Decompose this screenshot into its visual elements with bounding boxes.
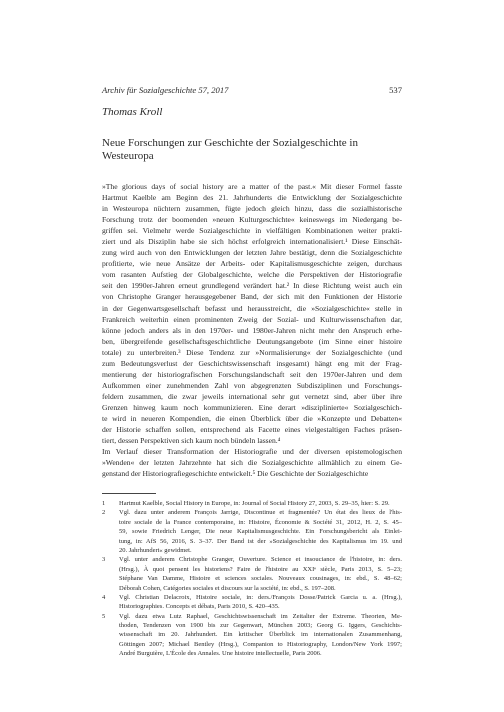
footnote-line: Göttingen 2007; Michael Bentley (Hrsg.), Companion to Historiography, London/New York 1997; [119,640,402,648]
footnote-number: 4 [102,593,106,601]
body-line: »The glorious days of social history are a matter of the past.« Mit dieser Formel fasste [102,182,402,191]
body-line: könne jedoch anders als in den 1970er- und 1980er-Jahren nicht mehr den Anspruch erhe- [102,325,402,335]
body-line: in Westeuropa nüchtern zusammen, fügte jedoch gleich hinzu, dass die sozialhistorische [102,204,402,214]
body-line: Aufkommen einer zunehmenden Zahl von abgegrenzten Subdisziplinen und Forschungs- [102,380,402,390]
footnote-number: 5 [102,612,106,620]
article-author: Thomas Kroll [102,106,163,118]
body-line: von Christophe Granger herausgegebener Band, der sich mit den Funktionen der Historie [102,292,402,302]
body-line: der Historie schaffen sollen, entsprechend als Facette eines vielgestaltigen Faches präsen- [102,425,402,435]
body-line: Im Verlauf dieser Transformation der Historiografie und der diversen epistemologischen [102,447,402,457]
footnote-line: Vgl. Christian Delacroix, Histoire sociale, in: ders./François Dosse/Patrick Garcia u. a. (Hrsg.), [119,593,402,601]
footnote-line: André Burguière, L'École des Annales. Une histoire intellectuelle, Paris 2006. [119,650,322,658]
body-line: Grenzen hinweg kaum noch kommunizieren. Eine derart »disziplinierte« Sozialgeschich- [102,402,402,412]
body-line: ziert und als Disziplin habe sie sich höchst erfolgreich internationalisiert.¹ Diese Einschät- [102,237,402,247]
body-line: feldern zusammen, die zwar jeweils international sehr gut vernetzt sind, aber über ihre [102,391,402,401]
page-number: 537 [389,85,402,95]
body-line: tiert, dessen Perspektiven sich kaum noch bündeln lassen.⁴ [102,436,281,446]
body-line: Frankreich weiterhin einen prominenten Zweig der Sozial- und Kulturwissenschaften dar, [102,314,402,324]
body-line: vom rasanten Aufstieg der Globalgeschichte, welche die Perspektiven der Historiografie [102,270,402,280]
footnote-line: (Hrsg.), À quoi pensent les historiens? Faire de l'histoire au XXIᵉ siècle, Paris 2013, S. 5–23; [119,565,402,573]
footnote [102,499,402,508]
footnote-line: Hartmut Kaelble, Social History in Europe, in: Journal of Social History 27, 2003, S. 29–35, hier: S. 29. [119,500,390,507]
footnote [102,508,402,555]
footnote-line: Vgl. dazu etwa Lutz Raphael, Geschichtswissenschaft im Zeitalter der Extreme. Theorien, Me- [119,612,402,620]
body-line: profitierte, wie neue Ansätze der Arbeits- oder Kapitalismusgeschichte zeigen, durchaus [102,259,402,269]
footnote-line: Vgl. unter anderem Christophe Granger, Ouverture. Science et insouciance de l'histoire, in: ders. [119,556,402,564]
article-title [102,137,402,163]
title-line: Westeuropa [102,150,154,162]
body-line: in der Gegenwartsgesellschaft befasst und herausstreicht, die »Sozialgeschichte« stelle in [102,303,402,313]
footnote-line: 20. Jahrhundert« gewidmet. [119,546,192,554]
body-line: ben, übergreifende gesellschaftsgeschichtliche Deutungsangebote (im Sinne einer histoire [102,336,402,346]
footnote-line: thoden, Tendenzen von 1900 bis zur Gegenwart, München 2003; Georg G. Iggers, Geschichts- [119,622,402,630]
article-body [102,181,402,479]
footnote-number: 3 [102,556,106,564]
body-line: Hartmut Kaelble am Beginn des 21. Jahrhunderts die Entwicklung der Sozialgeschichte [102,193,402,203]
title-line: Neue Forschungen zur Geschichte der Sozialgeschichte in [102,137,358,149]
footnotes [102,499,402,659]
body-line: griffen sei. Vielmehr werde Sozialgeschichte in vielfältigen Kombinationen weiter prakti- [102,226,402,236]
footnote-line: Vgl. dazu unter anderem François Jarrige, Discontinue et fragmentée? Un état des lieux de l'his- [119,509,402,517]
footnote-line: Stéphane Van Damme, Histoire et sciences sociales. Nouveaux cousinages, in: ebd., S. 48–62; [119,575,402,583]
body-line: zung wird auch von den Entwicklungen der letzten Jahre bestätigt, denn die Sozialgeschichte [102,248,402,258]
journal-title: Archiv für Sozialgeschichte 57, 2017 [102,85,229,95]
body-line: te wird in neueren Kompendien, die einen Überblick über die »Konzepte und Debatten« [102,413,402,423]
footnote-line: toire sociale de la France contemporaine, in: Histoire, Économie & Société 31, 2012, H. 2, S. 45– [119,518,402,526]
body-line: zum Bedeutungsverlust der Geschichtswissenschaft insgesamt) hängt eng mit der Frag- [102,358,402,368]
body-line: »Wenden« der letzten Jahrzehnte hat sich die Sozialgeschichte allmählich zu einem Ge- [102,458,402,468]
body-line: genstand der Historiografiegeschichte entwickelt.⁵ Die Geschichte der Sozialgeschichte [102,469,369,479]
footnote-line: 59, sowie Friedrich Lenger, Die neue Kapitalismusgeschichte. Ein Forschungsbericht als Einlei- [119,528,402,536]
footnote-line: tung, in: AfS 56, 2016, S. 3–37. Der Band ist der »Sozialgeschichte des Kapitalismus im 19. und [119,537,402,545]
footnote-rule [102,493,156,494]
body-line: totale) zu unterbreiten.³ Diese Tendenz zur »Normalisierung« der Sozialgeschichte (und [102,347,402,357]
footnote [102,612,402,659]
footnote [102,593,402,612]
body-line: seit den 1990er-Jahren erneut grundlegend verändert hat.² In diese Richtung weist auch ein [102,281,402,291]
body-line: Forschung trotz der boomenden »neuen Kulturgeschichte« keineswegs im Niedergang be- [102,215,402,225]
footnote-number: 1 [102,500,106,507]
footnote-line: Historiographies. Concepts et débats, Paris 2010, S. 420–435. [119,603,280,611]
footnote [102,555,402,593]
footnote-line: Déborah Cohen, Catégories sociales et discours sur la société, in: ebd., S. 197–208. [119,584,336,592]
footnote-number: 2 [102,509,106,517]
body-line: mentierung der historiografischen Forschungslandschaft seit den 1970er-Jahren und dem [102,369,402,379]
footnote-line: wissenschaft im 20. Jahrhundert. Ein kritischer Überblick im internationalen Zusammenhang, [119,631,402,639]
